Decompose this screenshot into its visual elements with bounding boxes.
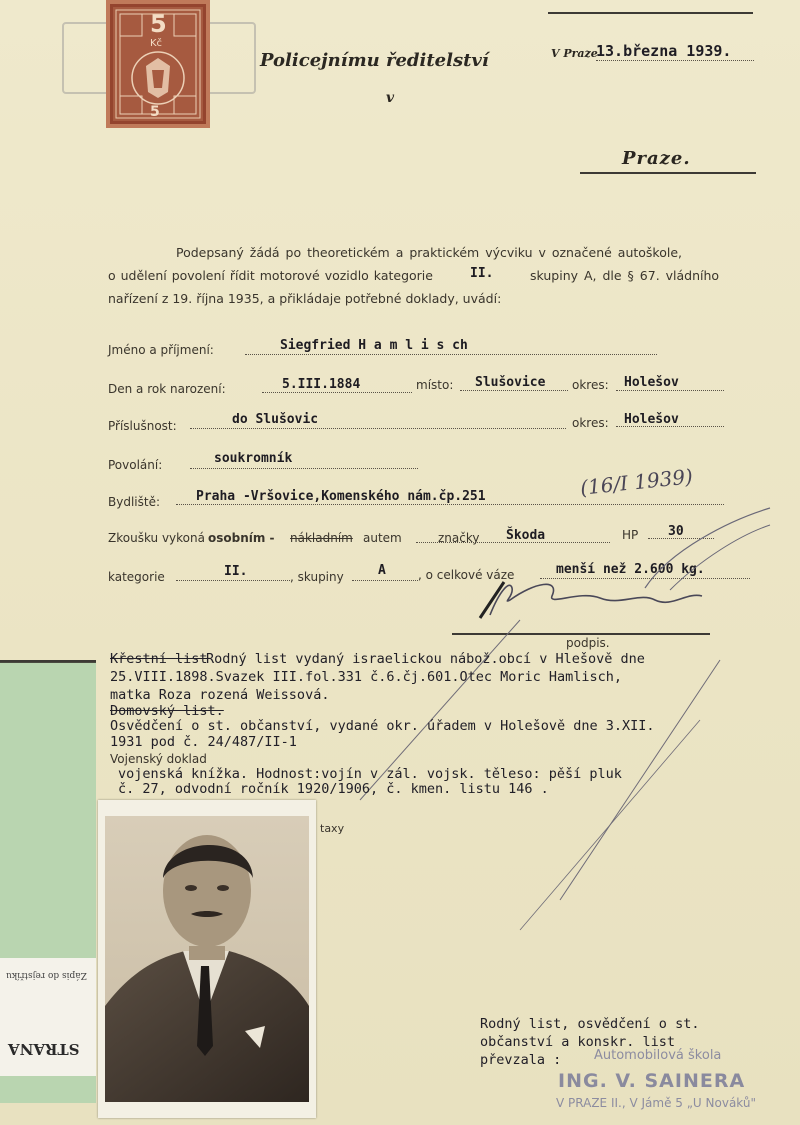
docs-line-2: 25.VIII.1898.Svazek III.fol.331 č.6.čj.601.Otec Moric Hamlisch, — [110, 669, 623, 685]
brand-value: Škoda — [506, 528, 546, 543]
birth-district-value: Holešov — [624, 375, 679, 390]
birth-dots — [262, 392, 412, 393]
birth-district-label: okres: — [572, 378, 609, 392]
footer-line-1: Rodný list, osvědčení o st. — [480, 1016, 700, 1032]
signature-label: podpis. — [566, 636, 610, 650]
application-date: 13.března 1939. — [596, 42, 754, 61]
category-dots — [176, 580, 290, 581]
birth-value: 5.III.1884 — [282, 377, 361, 392]
residence-right-dots — [190, 428, 566, 429]
fees-label: taxy — [320, 822, 345, 835]
residence-district-value: Holešov — [624, 412, 679, 427]
intro-line-3: nařízení z 19. října 1935, a přikládaje potřebné doklady, uvádí: — [108, 291, 502, 306]
struck-word-2: Domovský list. — [110, 703, 224, 719]
residence-right-value: do Slušovic — [232, 412, 319, 427]
stamp-currency: Kč — [150, 38, 163, 49]
occupation-value: soukromník — [214, 451, 293, 466]
exam-label: Zkoušku vykoná — [108, 531, 205, 545]
intro-line-2b: skupiny A, dle § 67. vládního — [530, 268, 720, 283]
occupation-label: Povolání: — [108, 458, 163, 472]
school-owner-stamp: ING. V. SAINERA — [558, 1070, 746, 1092]
military-label: Vojenský doklad — [110, 752, 207, 766]
birth-label: Den a rok narození: — [108, 382, 226, 396]
docs-line-4: Osvědčení o st. občanství, vydané okr. úřadem v Holešově dne 3.XII. — [110, 718, 655, 734]
revenue-stamp — [106, 0, 210, 128]
brand-label: značky — [438, 531, 480, 545]
side-strip-text: Zápis do rejstříku — [6, 970, 87, 980]
place-label: V Praze — [551, 47, 598, 60]
exam-mode: osobním - — [208, 531, 275, 545]
name-dots — [245, 354, 657, 355]
address-value: Praha -Vršovice,Komenského nám.čp.251 — [196, 489, 486, 504]
residence-district-label: okres: — [572, 416, 609, 430]
weight-value: menší než 2.600 kg. — [556, 562, 705, 577]
footer-line-2: občanství a konskr. list — [480, 1034, 676, 1050]
intro-category: II. — [470, 266, 494, 281]
addressee-line: Policejnímu ředitelství — [260, 50, 489, 71]
birth-district-dots — [616, 390, 724, 391]
side-strip-title: STRANA — [8, 1040, 80, 1058]
group-dots — [352, 580, 418, 581]
name-value: Siegfried H a m l i s ch — [280, 338, 468, 353]
handwritten-date-note: (16/I 1939) — [579, 464, 694, 500]
docs-line-1: Rodný list vydaný israelickou nábož.obcí v Hlešově dne — [206, 651, 645, 667]
addressee-city: Praze. — [622, 148, 691, 169]
group-value: A — [378, 563, 386, 578]
exam-struck-option: nákladním — [290, 531, 353, 545]
occupation-dots — [190, 468, 418, 469]
hp-label: HP — [622, 528, 639, 542]
applicant-photo — [98, 800, 316, 1118]
docs-line-5: 1931 pod č. 24/487/II-1 — [110, 734, 297, 750]
birth-place-dots — [460, 390, 568, 391]
group-label: , skupiny — [290, 570, 344, 584]
school-address-stamp: V PRAZE II., V Jámě 5 „U Nováků" — [556, 1096, 757, 1110]
docs-line-7: č. 27, odvodní ročník 1920/1906, č. kmen. listu 146 . — [118, 781, 549, 797]
stamp-value-bottom: 5 — [150, 104, 160, 120]
category-label: kategorie — [108, 570, 165, 584]
name-label: Jméno a příjmení: — [108, 343, 214, 357]
school-name-stamp: Automobilová škola — [594, 1048, 722, 1063]
birth-place-value: Slušovice — [475, 375, 546, 390]
footer-line-3: převzala : — [480, 1052, 562, 1068]
top-right-rule — [548, 12, 753, 14]
docs-line-3: matka Roza rozená Weissová. — [110, 687, 330, 703]
left-rule — [0, 660, 96, 662]
intro-line-1: Podepsaný žádá po theoretickém a praktickém výcviku v označené autoškole, — [176, 245, 683, 260]
birth-place-label: místo: — [416, 378, 454, 392]
hp-value: 30 — [668, 524, 684, 539]
docs-line-6: vojenská knížka. Hodnost:vojín v zál. vojsk. těleso: pěší pluk — [118, 766, 622, 782]
city-underline — [580, 172, 756, 174]
stamp-value: 5 — [150, 10, 167, 38]
exam-mode-end: autem — [363, 531, 402, 545]
category-value: II. — [224, 564, 248, 579]
weight-label: , o celkové váze — [418, 568, 515, 582]
portrait-man-icon — [105, 816, 309, 1102]
address-label: Bydliště: — [108, 495, 161, 509]
intro-line-2a: o udělení povolení řídit motorové vozidlo kategorie — [108, 268, 433, 283]
struck-word-1: Křestní list — [110, 651, 208, 667]
residence-right-label: Příslušnost: — [108, 419, 177, 433]
addressee-v: v — [386, 90, 395, 106]
